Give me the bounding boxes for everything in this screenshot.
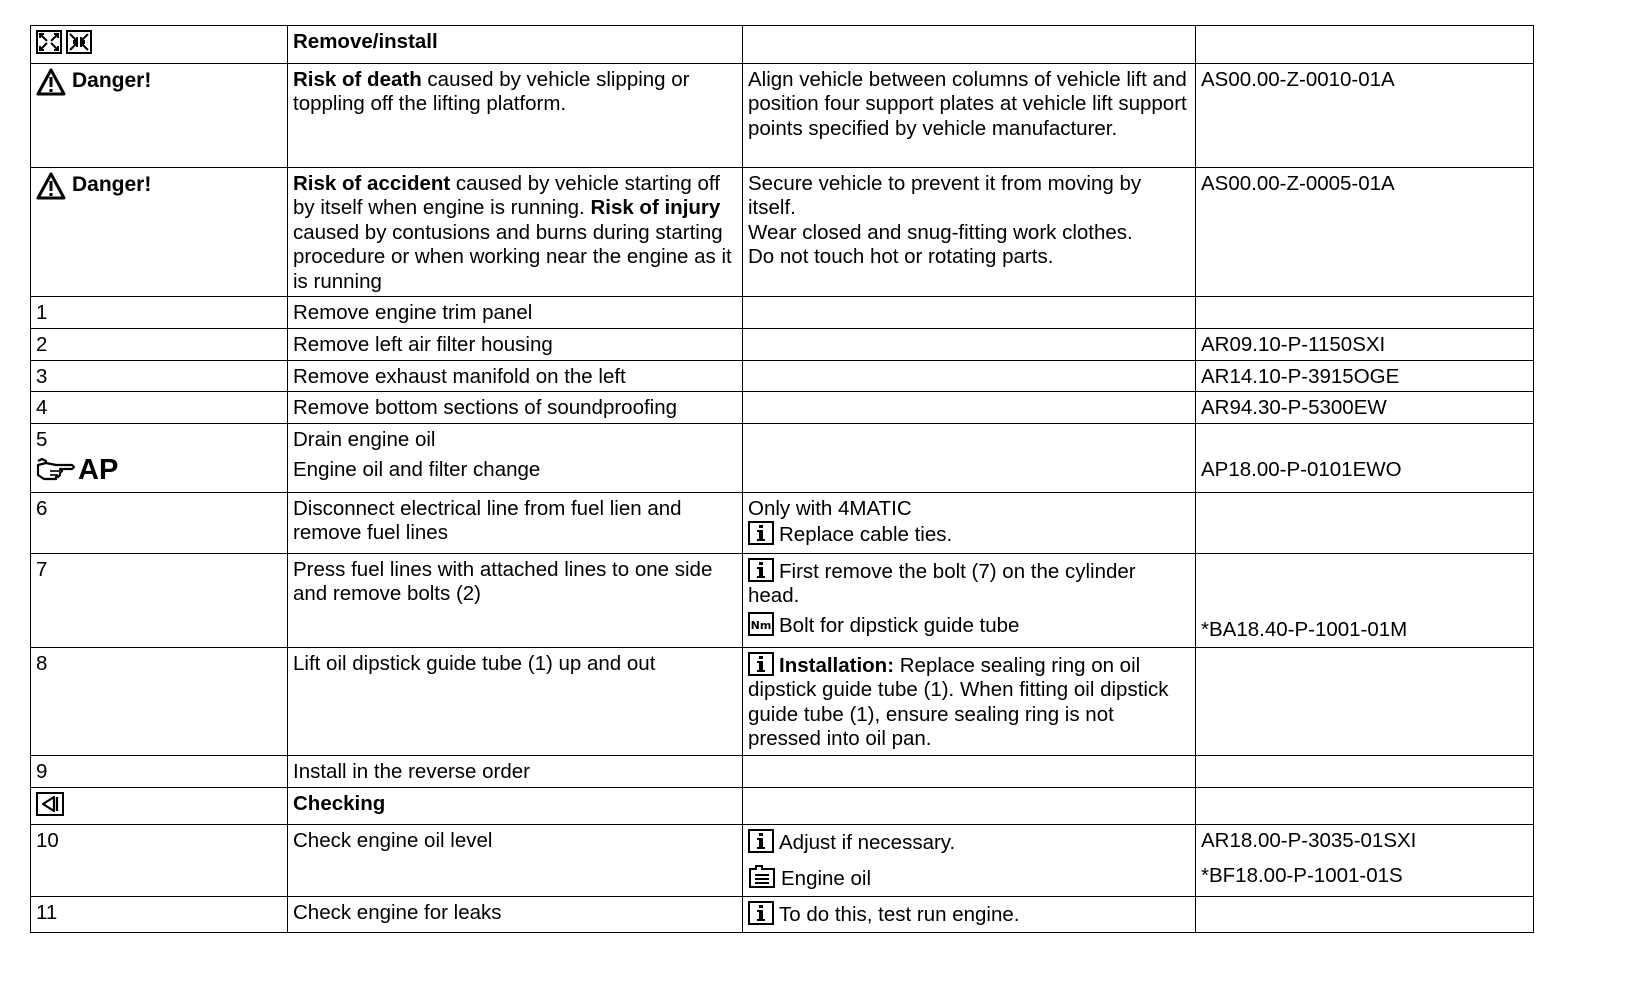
measure-cell: Secure vehicle to prevent it from moving by itself. Wear closed and snug-fitting work clothes. Do not touch hot or rotating parts.	[743, 167, 1196, 297]
measure-cell: Align vehicle between columns of vehicle lift and position four support plates at vehicle lift support points specified by vehicle manufacturer.	[743, 63, 1196, 167]
header-empty-ref	[1196, 26, 1534, 64]
step-text: Press fuel lines with attached lines to one side and remove bolts (2)	[288, 553, 743, 647]
step-note	[743, 360, 1196, 392]
step-ref-2: *BF18.00-P-1001-01S	[1201, 863, 1403, 887]
step-ref	[1196, 297, 1534, 329]
info-icon	[748, 829, 774, 853]
remove-icon	[36, 30, 62, 61]
info-icon	[748, 521, 774, 545]
step-row	[31, 392, 1534, 424]
step-ref-cell	[1196, 553, 1534, 647]
danger-row	[31, 63, 1534, 167]
step-number: 5	[36, 427, 48, 451]
step-ref: AP18.00-P-0101EWO	[1201, 457, 1402, 481]
step-number: 7	[31, 553, 288, 647]
step-row	[31, 755, 1534, 787]
step-number: 1	[31, 297, 288, 329]
install-icon	[66, 30, 92, 61]
step-ref	[1196, 647, 1534, 755]
step-text: Disconnect electrical line from fuel lien and remove fuel lines	[288, 492, 743, 553]
step-text: Lift oil dipstick guide tube (1) up and out	[288, 647, 743, 755]
step-row	[31, 647, 1534, 755]
step-ref: *BA18.40-P-1001-01M	[1201, 618, 1408, 641]
fluid-spec-icon	[748, 865, 776, 889]
step-number: 8	[31, 647, 288, 755]
ref-cell: AS00.00-Z-0005-01A	[1196, 167, 1534, 297]
checking-empty-ref	[1196, 787, 1534, 825]
step-row	[31, 360, 1534, 392]
step-ref	[1196, 897, 1534, 933]
step-ref: AR18.00-P-3035-01SXI	[1201, 829, 1417, 852]
step-row	[31, 825, 1534, 897]
step-note-cell: First remove the bolt (7) on the cylinder head. Nm Bolt for dipstick guide tube	[743, 553, 1196, 647]
svg-text:Nm: Nm	[750, 618, 772, 632]
step-row	[31, 897, 1534, 933]
ref-cell: AS00.00-Z-0010-01A	[1196, 63, 1534, 167]
step-text: Remove left air filter housing	[288, 329, 743, 361]
info-icon	[748, 652, 774, 676]
step-row	[31, 297, 1534, 329]
step-text: Remove bottom sections of soundproofing	[288, 392, 743, 424]
step-note	[743, 297, 1196, 329]
step-text: Check engine for leaks	[288, 897, 743, 933]
warning-triangle-icon	[36, 68, 66, 96]
step-ref: AR14.10-P-3915OGE	[1196, 360, 1534, 392]
step-number: 3	[31, 360, 288, 392]
risk-cell: Risk of accident caused by vehicle starting off by itself when engine is running. Risk of injury caused by contusions and burns during starting procedure or when working near the engine as it is running	[288, 167, 743, 297]
checking-icon-cell	[31, 787, 288, 825]
header-title: Remove/install	[288, 26, 743, 64]
step-number: 4	[31, 392, 288, 424]
danger-label: Danger!	[72, 173, 152, 197]
step-ref	[1196, 755, 1534, 787]
torque-nm-icon	[748, 612, 774, 636]
step-note	[743, 392, 1196, 424]
step-number: 9	[31, 755, 288, 787]
header-empty-measure	[743, 26, 1196, 64]
danger-row	[31, 167, 1534, 297]
step-note	[743, 329, 1196, 361]
danger-label: Danger!	[72, 69, 152, 93]
risk-cell: Risk of death caused by vehicle slipping or toppling off the lifting platform.	[288, 63, 743, 167]
step-ref-cell	[1196, 423, 1534, 492]
step-row	[31, 423, 1534, 492]
header-row	[31, 26, 1534, 64]
step-note	[743, 423, 1196, 492]
step-note	[743, 755, 1196, 787]
step-row	[31, 329, 1534, 361]
step-number-cell	[31, 423, 288, 492]
step-ref: AR94.30-P-5300EW	[1196, 392, 1534, 424]
danger-label-cell	[31, 63, 288, 167]
step-note-cell: Installation: Replace sealing ring on oil dipstick guide tube (1). When fitting oil dipstick guide tube (1), ensure sealing ring is not pressed into oil pan.	[743, 647, 1196, 755]
warning-triangle-icon	[36, 172, 66, 200]
step-number: 11	[31, 897, 288, 933]
step-text: Check engine oil level	[288, 825, 743, 897]
step-ref-cell	[1196, 825, 1534, 897]
step-row	[31, 492, 1534, 553]
step-text: Remove engine trim panel	[288, 297, 743, 329]
step-note-cell: Only with 4MATIC Replace cable ties.	[743, 492, 1196, 553]
checking-empty-measure	[743, 787, 1196, 825]
ap-label: AP	[78, 454, 119, 486]
step-ref	[1196, 492, 1534, 553]
info-icon	[748, 901, 774, 925]
step-row	[31, 553, 1534, 647]
step-number: 6	[31, 492, 288, 553]
checking-header-row	[31, 787, 1534, 825]
checking-title: Checking	[288, 787, 743, 825]
step-text: Install in the reverse order	[288, 755, 743, 787]
step-text: Remove exhaust manifold on the left	[288, 360, 743, 392]
checking-icon	[36, 798, 64, 821]
step-ref: AR09.10-P-1150SXI	[1196, 329, 1534, 361]
step-number: 10	[31, 825, 288, 897]
danger-label-cell	[31, 167, 288, 297]
info-icon	[748, 558, 774, 582]
step-text-cell: Drain engine oil Engine oil and filter change	[288, 423, 743, 492]
header-icons-cell	[31, 26, 288, 64]
step-note-cell: Adjust if necessary. Engine oil	[743, 825, 1196, 897]
step-number: 2	[31, 329, 288, 361]
procedure-table	[30, 25, 1534, 933]
pointing-hand-icon	[36, 457, 76, 483]
step-note-cell: To do this, test run engine.	[743, 897, 1196, 933]
